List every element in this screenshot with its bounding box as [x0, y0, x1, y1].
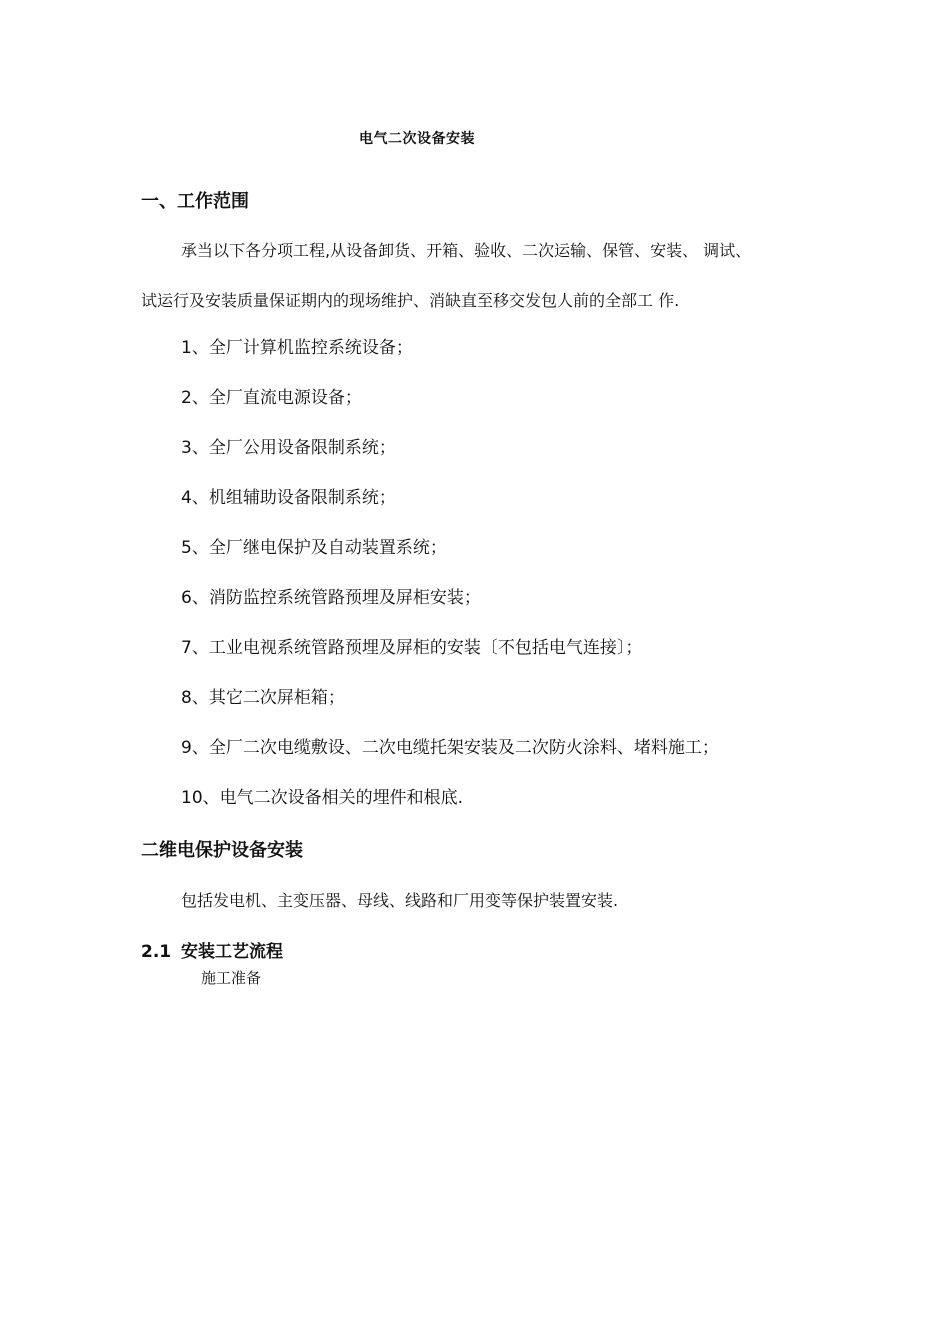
section-1-paragraph-line-1: 承当以下各分项工程,从设备卸货、开箱、验收、二次运输、保管、安装、 调试、	[181, 241, 752, 260]
section-1-paragraph-line-2: 试运行及安装质量保证期内的现场维护、消缺直至移交发包人前的全部工 作.	[141, 291, 680, 310]
list-item: 2、全厂直流电源设备；	[181, 388, 362, 408]
subsection-heading	[141, 937, 283, 962]
list-item: 7、工业电视系统管路预埋及屏柜的安装〔不包括电气连接〕；	[181, 638, 643, 658]
section-1-heading: 一、工作范围	[141, 191, 249, 212]
list-item: 9、全厂二次电缆敷设、二次电缆托架安装及二次防火涂料、堵料施工；	[181, 738, 719, 758]
subsection-number: 2.1	[141, 942, 172, 962]
list-item: 6、消防监控系统管路预埋及屏柜安装；	[181, 588, 481, 608]
scope-list	[181, 336, 719, 836]
list-item: 10、电气二次设备相关的埋件和根底.	[181, 788, 464, 808]
subsection-title: 安装工艺流程	[181, 942, 283, 962]
list-item: 3、全厂公用设备限制系统；	[181, 438, 396, 458]
list-item: 1、全厂计算机监控系统设备；	[181, 338, 413, 358]
list-item: 5、全厂继电保护及自动装置系统；	[181, 538, 447, 558]
process-step-label: 施工准备	[201, 969, 262, 987]
list-item: 8、其它二次屏柜箱；	[181, 688, 345, 708]
section-2-heading: 二维电保护设备安装	[141, 840, 303, 861]
section-2-paragraph: 包括发电机、主变压器、母线、线路和厂用变等保护装置安装.	[181, 891, 619, 910]
list-item: 4、机组辅助设备限制系统；	[181, 488, 396, 508]
document-title: 电气二次设备安装	[359, 131, 475, 147]
